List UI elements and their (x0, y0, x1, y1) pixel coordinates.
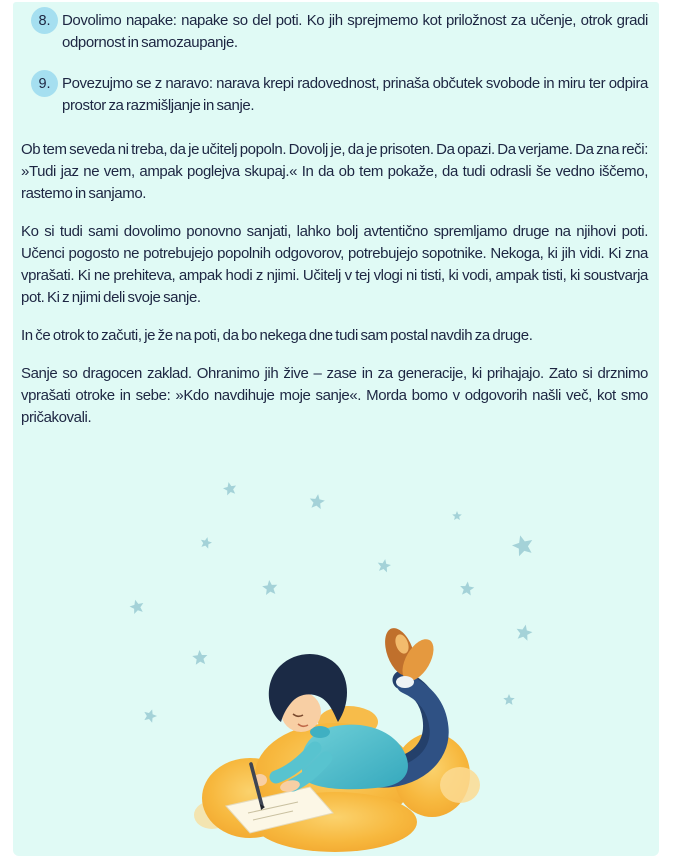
paragraph: Ko si tudi sami dovolimo ponovno sanjati, lahko bolj avtentično spremljamo druge na njihovi poti. Učenci pogosto ne potrebujejo popolnih odgovorov, potrebujejo sopotnike. Nekoga, ki jih vidi. Ki zna vprašati. Ki ne prehiteva, ampak hodi z njimi. Učitelj v tej vlogi ni tisti, ki vodi, ampak tisti, ki soustvarja pot. Ki z njimi deli svoje sanje. (21, 223, 648, 306)
list-item (21, 73, 648, 117)
list-item-text: Povezujmo se z naravo: narava krepi radovednost, prinaša občutek svobode in miru ter odpira prostor za razmišljanje in sanje. (62, 75, 648, 114)
paragraph: In če otrok to začuti, je že na poti, da bo nekega dne tudi sam postal navdih za druge. (21, 327, 533, 344)
document-content (13, 2, 659, 429)
list-item (21, 10, 648, 54)
list-number-badge (31, 7, 58, 34)
paragraph: Ob tem seveda ni treba, da je učitelj popoln. Dovolj je, da je prisoten. Da opazi. Da verjame. Da zna reči: »Tudi jaz ne vem, ampak poglejva skupaj.« In da ob tem pokaže, da tudi odrasli še vedno iščemo, rastemo in sanjamo. (21, 141, 648, 202)
body-paragraphs (21, 139, 648, 429)
list-item-text: Dovolimo napake: napake so del poti. Ko jih sprejmemo kot priložnost za učenje, otrok gradi odpornost in samozaupanje. (62, 12, 648, 51)
list-number-badge (31, 70, 58, 97)
list-number: 8. (38, 12, 51, 29)
numbered-list (21, 10, 648, 117)
paragraph: Sanje so dragocen zaklad. Ohranimo jih žive – zase in za generacije, ki prihajajo. Zato si drznimo vprašati otroke in sebe: »Kdo navdihuje moje sanje«. Morda bomo v odgovorih našli več, kot smo pričakovali. (21, 365, 648, 426)
page-panel (13, 2, 659, 856)
list-number: 9. (38, 75, 51, 92)
